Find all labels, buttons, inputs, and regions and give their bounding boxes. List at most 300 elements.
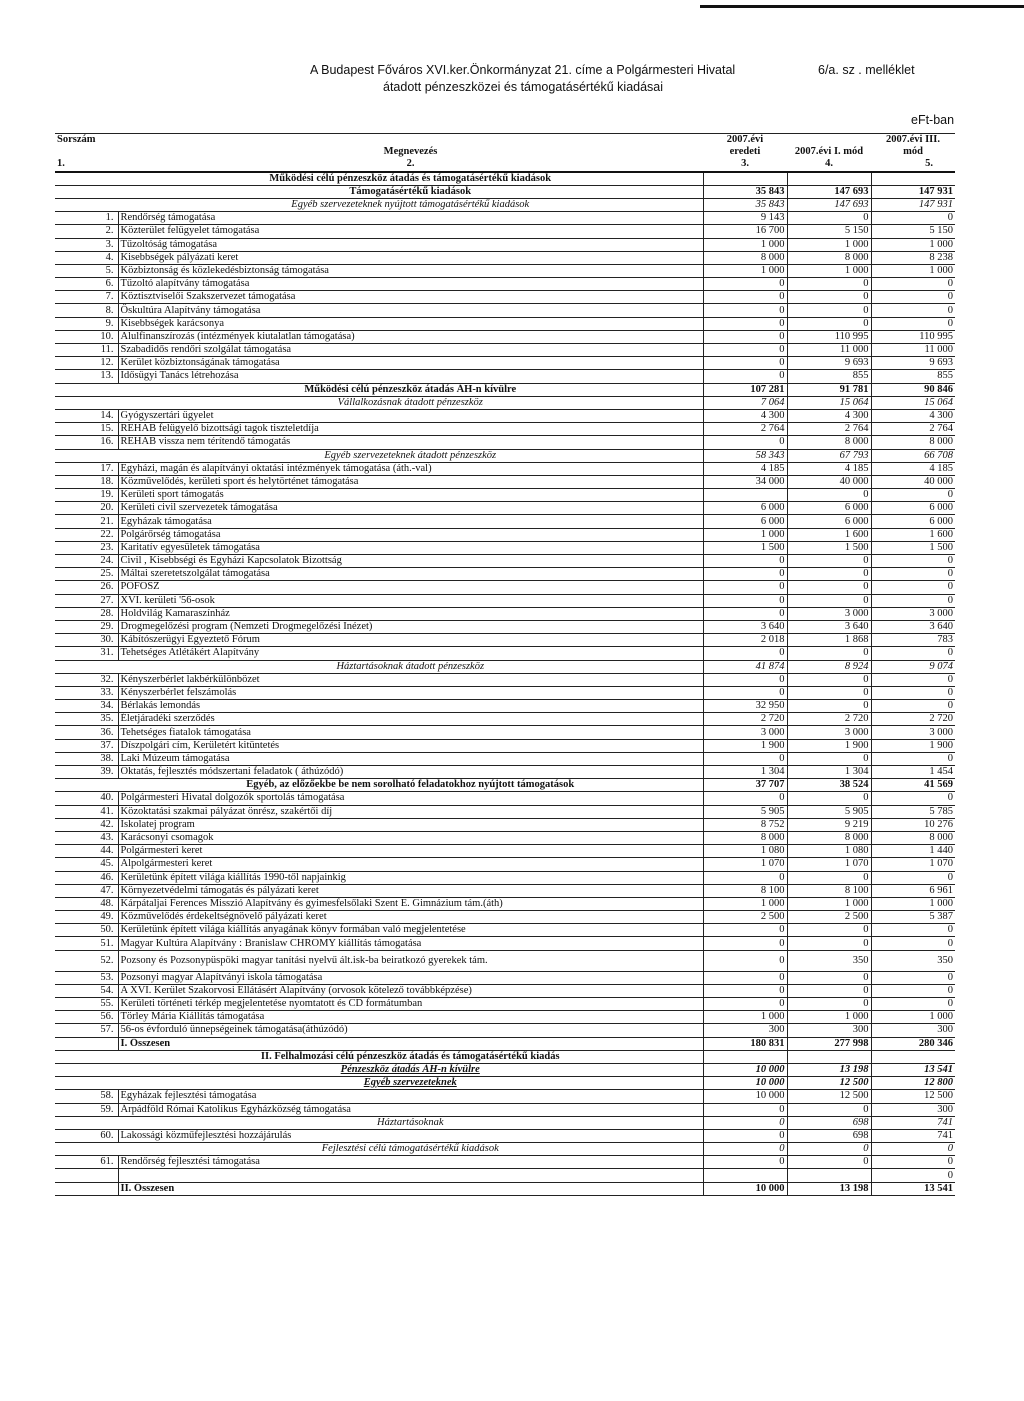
value-mod1: 0 <box>787 700 871 713</box>
row-number: 48. <box>55 897 118 910</box>
row-number: 20. <box>55 502 118 515</box>
value-mod3: 90 846 <box>871 383 955 396</box>
value-mod3: 110 995 <box>871 330 955 343</box>
value-mod3: 0 <box>871 673 955 686</box>
row-number: 14. <box>55 409 118 422</box>
table-row <box>55 831 955 844</box>
row-name: Oktatás, fejlesztés módszertani feladatok ( áthúzódó) <box>118 766 703 779</box>
value-mod1: 0 <box>787 291 871 304</box>
value-mod1: 12 500 <box>787 1090 871 1103</box>
row-name: Tűzoltó alapítvány támogatása <box>118 278 703 291</box>
row-name: REHAB felügyelő bizottsági tagok tiszteletdíja <box>118 423 703 436</box>
row-number: 42. <box>55 818 118 831</box>
table-row <box>55 752 955 765</box>
value-mod1: 1 900 <box>787 739 871 752</box>
value-mod3: 8 000 <box>871 831 955 844</box>
row-name: XVI. kerületi '56-osok <box>118 594 703 607</box>
value-mod3: 2 720 <box>871 713 955 726</box>
table-row <box>55 357 955 370</box>
value-mod3: 13 541 <box>871 1063 955 1076</box>
value-mod1: 0 <box>787 1103 871 1116</box>
value-original: 10 000 <box>703 1077 787 1090</box>
value-mod3: 147 931 <box>871 198 955 211</box>
table-row <box>55 475 955 488</box>
value-mod3: 1 000 <box>871 238 955 251</box>
table-row <box>55 686 955 699</box>
value-mod1: 1 080 <box>787 845 871 858</box>
value-original: 10 000 <box>703 1063 787 1076</box>
section-row <box>55 185 955 198</box>
row-name: Köztisztviselői Szakszervezet támogatása <box>118 291 703 304</box>
value-mod3: 0 <box>871 647 955 660</box>
row-name: Kisebbségek karácsonya <box>118 317 703 330</box>
expenditure-table <box>55 133 955 1196</box>
value-original: 0 <box>703 607 787 620</box>
value-mod1: 0 <box>787 686 871 699</box>
value-original: 300 <box>703 1024 787 1037</box>
value-original <box>703 1169 787 1182</box>
value-original: 2 764 <box>703 423 787 436</box>
table-row <box>55 264 955 277</box>
value-mod1: 0 <box>787 212 871 225</box>
value-mod3: 0 <box>871 998 955 1011</box>
row-number: 27. <box>55 594 118 607</box>
row-name: Kisebbségek pályázati keret <box>118 251 703 264</box>
row-number <box>55 1050 118 1063</box>
col-header-mod3-2: mód <box>903 146 923 158</box>
row-name: Idősügyi Tanács létrehozása <box>118 370 703 383</box>
section-row <box>55 1077 955 1090</box>
table-row <box>55 304 955 317</box>
row-name: A XVI. Kerület Szakorvosi Ellátásért Alapítvány (orvosok kötelező továbbképzése) <box>118 984 703 997</box>
table-row <box>55 924 955 937</box>
value-mod1: 15 064 <box>787 396 871 409</box>
document-subtitle: átadott pénzeszközei és támogatásértékű kiadásai <box>383 80 664 94</box>
value-original: 0 <box>703 937 787 950</box>
row-number: 44. <box>55 845 118 858</box>
value-original: 3 000 <box>703 726 787 739</box>
value-mod1: 0 <box>787 1156 871 1169</box>
row-name: Közművelődés, kerületi sport és helytörténet támogatása <box>118 475 703 488</box>
value-original: 35 843 <box>703 198 787 211</box>
table-row <box>55 766 955 779</box>
value-mod3: 5 387 <box>871 911 955 924</box>
table-row <box>55 409 955 422</box>
row-name: Kényszerbérlet felszámolás <box>118 686 703 699</box>
value-original: 0 <box>703 871 787 884</box>
value-mod1: 1 600 <box>787 528 871 541</box>
value-mod1: 1 000 <box>787 264 871 277</box>
value-mod3: 0 <box>871 686 955 699</box>
value-mod1: 3 000 <box>787 607 871 620</box>
value-original: 2 018 <box>703 634 787 647</box>
col-header-num: Sorszám <box>57 134 96 146</box>
section-row <box>55 383 955 396</box>
value-mod3: 12 500 <box>871 1090 955 1103</box>
table-row <box>55 462 955 475</box>
value-mod3: 1 500 <box>871 541 955 554</box>
row-number: 41. <box>55 805 118 818</box>
value-mod3: 0 <box>871 555 955 568</box>
value-mod1: 0 <box>787 1143 871 1156</box>
value-original: 4 185 <box>703 462 787 475</box>
value-original <box>703 172 787 186</box>
row-name: Tűzoltóság támogatása <box>118 238 703 251</box>
value-original: 8 752 <box>703 818 787 831</box>
value-original: 1 000 <box>703 264 787 277</box>
row-number: 7. <box>55 291 118 304</box>
value-mod3: 0 <box>871 212 955 225</box>
value-original: 41 874 <box>703 660 787 673</box>
row-number: 11. <box>55 344 118 357</box>
table-row <box>55 528 955 541</box>
table-row <box>55 370 955 383</box>
value-mod3: 0 <box>871 871 955 884</box>
col-header-name: Megnevezés <box>383 146 438 158</box>
value-mod1: 0 <box>787 304 871 317</box>
value-mod1: 9 219 <box>787 818 871 831</box>
value-mod1: 698 <box>787 1129 871 1142</box>
row-name: Árpádföld Római Katolikus Egyházközség támogatása <box>118 1103 703 1116</box>
value-original <box>703 1050 787 1063</box>
row-number: 53. <box>55 971 118 984</box>
section-row <box>55 779 955 792</box>
value-mod1: 6 000 <box>787 515 871 528</box>
table-row <box>55 541 955 554</box>
value-original: 0 <box>703 291 787 304</box>
row-name: II. Felhalmozási célú pénzeszköz átadás és támogatásértékű kiadás <box>118 1050 703 1063</box>
value-mod3: 2 764 <box>871 423 955 436</box>
value-original: 0 <box>703 924 787 937</box>
value-original: 32 950 <box>703 700 787 713</box>
value-mod1: 38 524 <box>787 779 871 792</box>
value-mod1: 0 <box>787 568 871 581</box>
value-mod3: 0 <box>871 489 955 502</box>
row-name: Közterület felügyelet támogatása <box>118 225 703 238</box>
row-name: Kerületi sport támogatás <box>118 489 703 502</box>
value-mod3: 0 <box>871 1169 955 1182</box>
col-header-orig-2: eredeti <box>729 146 761 158</box>
row-number <box>55 198 118 211</box>
value-original: 0 <box>703 317 787 330</box>
table-row <box>55 726 955 739</box>
table-row <box>55 805 955 818</box>
table-row <box>55 594 955 607</box>
row-number: 18. <box>55 475 118 488</box>
value-mod1: 13 198 <box>787 1182 871 1195</box>
value-mod1: 0 <box>787 594 871 607</box>
table-row <box>55 515 955 528</box>
row-number: 17. <box>55 462 118 475</box>
col-header-orig-1: 2007.évi <box>726 134 764 146</box>
value-mod3: 40 000 <box>871 475 955 488</box>
value-mod3: 147 931 <box>871 185 955 198</box>
value-mod3: 0 <box>871 304 955 317</box>
value-mod3: 300 <box>871 1103 955 1116</box>
value-mod3: 1 900 <box>871 739 955 752</box>
value-mod3: 3 000 <box>871 726 955 739</box>
table-row <box>55 700 955 713</box>
value-mod3: 0 <box>871 924 955 937</box>
table-row <box>55 225 955 238</box>
value-mod1: 8 000 <box>787 251 871 264</box>
row-name: 56-os évforduló ünnepségeinek támogatása(áthúzódó) <box>118 1024 703 1037</box>
value-mod3: 5 150 <box>871 225 955 238</box>
value-mod3: 11 000 <box>871 344 955 357</box>
value-mod3: 8 000 <box>871 436 955 449</box>
row-number: 1. <box>55 212 118 225</box>
row-name: Életjáradéki szerződés <box>118 713 703 726</box>
value-original: 1 000 <box>703 528 787 541</box>
row-name: POFOSZ <box>118 581 703 594</box>
value-mod3: 1 440 <box>871 845 955 858</box>
value-mod1: 12 500 <box>787 1077 871 1090</box>
value-mod3: 0 <box>871 937 955 950</box>
row-name: Kábítószerügyi Egyeztető Fórum <box>118 634 703 647</box>
value-original: 35 843 <box>703 185 787 198</box>
value-original: 4 300 <box>703 409 787 422</box>
value-mod1: 4 185 <box>787 462 871 475</box>
row-number <box>55 449 118 462</box>
value-mod1: 1 000 <box>787 897 871 910</box>
col-header-mod1: 2007.évi I. mód <box>794 146 864 158</box>
row-number: 58. <box>55 1090 118 1103</box>
row-number: 9. <box>55 317 118 330</box>
row-number: 25. <box>55 568 118 581</box>
table-row <box>55 436 955 449</box>
row-name: Drogmegelőzési program (Nemzeti Drogmegelőzési Inézet) <box>118 620 703 633</box>
row-number: 59. <box>55 1103 118 1116</box>
document-title: A Budapest Főváros XVI.ker.Önkormányzat 21. címe a Polgármesteri Hivatal <box>310 63 736 77</box>
row-name: Kerületünk épített világa kiállítás anyagának könyv formában való megjelentetése <box>118 924 703 937</box>
value-mod3: 0 <box>871 317 955 330</box>
table-row <box>55 937 955 950</box>
value-original: 0 <box>703 971 787 984</box>
value-mod1: 9 693 <box>787 357 871 370</box>
value-mod3: 0 <box>871 700 955 713</box>
value-mod1: 0 <box>787 278 871 291</box>
value-mod1: 0 <box>787 871 871 884</box>
value-original: 0 <box>703 1129 787 1142</box>
table-row <box>55 911 955 924</box>
value-mod1: 1 868 <box>787 634 871 647</box>
value-original: 0 <box>703 357 787 370</box>
table-row <box>55 330 955 343</box>
value-original: 9 143 <box>703 212 787 225</box>
value-mod3: 1 000 <box>871 1011 955 1024</box>
row-number: 37. <box>55 739 118 752</box>
value-mod3: 0 <box>871 792 955 805</box>
table-row <box>55 673 955 686</box>
row-number: 52. <box>55 950 118 971</box>
value-original: 5 905 <box>703 805 787 818</box>
row-number: 8. <box>55 304 118 317</box>
value-mod1: 8 000 <box>787 436 871 449</box>
row-name: Tehetséges Atlétákért Alapítvány <box>118 647 703 660</box>
row-number: 36. <box>55 726 118 739</box>
value-mod1: 300 <box>787 1024 871 1037</box>
row-name: Máltai szeretetszolgálat támogatása <box>118 568 703 581</box>
row-number: 12. <box>55 357 118 370</box>
table-row <box>55 502 955 515</box>
value-mod1: 147 693 <box>787 198 871 211</box>
row-name: II. Összesen <box>118 1182 703 1195</box>
value-mod1: 1 000 <box>787 1011 871 1024</box>
table-row <box>55 971 955 984</box>
table-row <box>55 423 955 436</box>
value-original: 0 <box>703 950 787 971</box>
value-mod3: 0 <box>871 1156 955 1169</box>
row-number <box>55 1143 118 1156</box>
value-mod3: 9 693 <box>871 357 955 370</box>
table-row <box>55 212 955 225</box>
value-mod1: 147 693 <box>787 185 871 198</box>
value-original: 1 080 <box>703 845 787 858</box>
row-name: Alpolgármesteri keret <box>118 858 703 871</box>
value-mod1: 1 000 <box>787 238 871 251</box>
value-mod1: 8 100 <box>787 884 871 897</box>
value-original: 0 <box>703 984 787 997</box>
value-mod3: 6 000 <box>871 515 955 528</box>
row-number: 16. <box>55 436 118 449</box>
section-row <box>55 1063 955 1076</box>
row-name: Pozsonyi magyar Alapítványi iskola támogatása <box>118 971 703 984</box>
value-mod3: 3 640 <box>871 620 955 633</box>
row-number: 3. <box>55 238 118 251</box>
value-original: 6 000 <box>703 502 787 515</box>
row-number: 28. <box>55 607 118 620</box>
value-original: 8 000 <box>703 251 787 264</box>
value-original: 180 831 <box>703 1037 787 1050</box>
value-mod1: 1 070 <box>787 858 871 871</box>
value-mod3: 855 <box>871 370 955 383</box>
row-name: Rendőrség támogatása <box>118 212 703 225</box>
value-original: 1 070 <box>703 858 787 871</box>
value-mod1: 8 000 <box>787 831 871 844</box>
value-mod3: 4 300 <box>871 409 955 422</box>
row-number: 35. <box>55 713 118 726</box>
top-edge-line <box>700 5 1024 8</box>
value-mod1: 67 793 <box>787 449 871 462</box>
value-mod3: 5 785 <box>871 805 955 818</box>
row-name <box>118 1063 703 1076</box>
value-mod1 <box>787 1050 871 1063</box>
row-name: I. Összesen <box>118 1037 703 1050</box>
value-original: 0 <box>703 998 787 1011</box>
table-row <box>55 251 955 264</box>
row-number <box>55 1182 118 1195</box>
table-row <box>55 238 955 251</box>
row-number: 15. <box>55 423 118 436</box>
row-number: 10. <box>55 330 118 343</box>
value-mod1: 1 304 <box>787 766 871 779</box>
table-row <box>55 555 955 568</box>
table-row <box>55 1024 955 1037</box>
value-original: 0 <box>703 1103 787 1116</box>
row-name: Egyházak támogatása <box>118 515 703 528</box>
row-name: Egyházak fejlesztési támogatása <box>118 1090 703 1103</box>
row-name: Gyógyszertári ügyelet <box>118 409 703 422</box>
value-mod3: 0 <box>871 278 955 291</box>
row-name: Tehetséges fiatalok támogatása <box>118 726 703 739</box>
row-name: Holdvilág Kamaraszínház <box>118 607 703 620</box>
value-original: 1 000 <box>703 897 787 910</box>
value-mod1: 0 <box>787 984 871 997</box>
value-original: 16 700 <box>703 225 787 238</box>
header-row-bottom <box>55 146 955 158</box>
row-number: 60. <box>55 1129 118 1142</box>
row-number <box>55 1077 118 1090</box>
row-number <box>55 383 118 396</box>
table-row <box>55 950 955 971</box>
value-mod3: 783 <box>871 634 955 647</box>
value-mod3: 10 276 <box>871 818 955 831</box>
section-row <box>55 1143 955 1156</box>
value-mod1: 0 <box>787 317 871 330</box>
row-number: 5. <box>55 264 118 277</box>
value-original: 107 281 <box>703 383 787 396</box>
row-number: 13. <box>55 370 118 383</box>
unit-label: eFt-ban <box>911 113 955 127</box>
value-mod3: 15 064 <box>871 396 955 409</box>
section-row <box>55 1116 955 1129</box>
value-original: 1 304 <box>703 766 787 779</box>
row-number: 34. <box>55 700 118 713</box>
value-original: 0 <box>703 1143 787 1156</box>
value-mod1: 0 <box>787 673 871 686</box>
value-original: 0 <box>703 1116 787 1129</box>
row-number: 30. <box>55 634 118 647</box>
row-name: Civil , Kisebbségi és Egyházi Kapcsolatok Bizottság <box>118 555 703 568</box>
value-mod3: 1 454 <box>871 766 955 779</box>
row-number <box>55 396 118 409</box>
value-mod3: 0 <box>871 581 955 594</box>
header-row-top <box>55 134 955 147</box>
value-original: 8 100 <box>703 884 787 897</box>
row-name: Közművelődés érdekeltségnövelő pályázati keret <box>118 911 703 924</box>
value-original: 0 <box>703 344 787 357</box>
table-row <box>55 998 955 1011</box>
row-name <box>118 1077 703 1090</box>
value-mod1: 3 640 <box>787 620 871 633</box>
value-mod3: 0 <box>871 752 955 765</box>
value-original: 58 343 <box>703 449 787 462</box>
table-row <box>55 1169 955 1182</box>
table-row <box>55 792 955 805</box>
value-mod1: 0 <box>787 924 871 937</box>
row-name: Kerületünk épített világa kiállítás 1990-től napjainkig <box>118 871 703 884</box>
table-row <box>55 291 955 304</box>
value-original: 0 <box>703 555 787 568</box>
table-row <box>55 568 955 581</box>
row-number <box>55 660 118 673</box>
section-row <box>55 396 955 409</box>
value-mod3: 741 <box>871 1129 955 1142</box>
row-name: Magyar Kultúra Alapítvány : Branislaw CHROMY kiállítás támogatása <box>118 937 703 950</box>
value-mod1: 0 <box>787 792 871 805</box>
row-name: Szabadidős rendőri szolgálat támogatása <box>118 344 703 357</box>
row-number: 33. <box>55 686 118 699</box>
row-number <box>55 779 118 792</box>
value-mod3: 350 <box>871 950 955 971</box>
value-original: 2 500 <box>703 911 787 924</box>
row-name-text: Pénzeszköz átadás ÁH-n kívülre <box>340 1064 480 1076</box>
section-row <box>55 660 955 673</box>
row-name: Kárpátaljai Ferences Misszió Alapítvány és gyimesfelsőlaki Szent E. Gimnázium tám.(áth) <box>118 897 703 910</box>
table-row <box>55 818 955 831</box>
value-mod3: 3 000 <box>871 607 955 620</box>
row-number: 31. <box>55 647 118 660</box>
